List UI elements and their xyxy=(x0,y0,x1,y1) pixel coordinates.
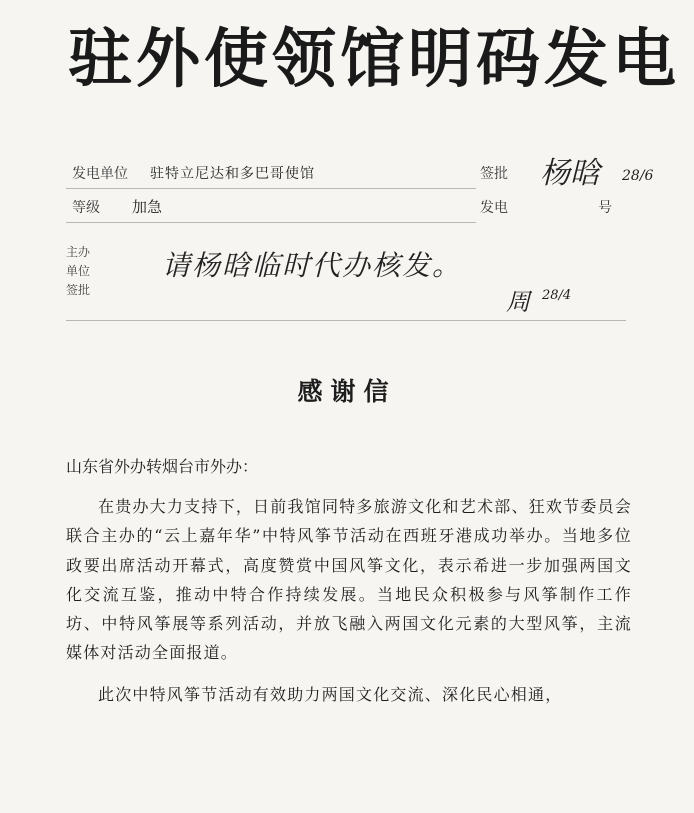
row2-line xyxy=(66,222,476,223)
telegram-form-title: 驻外使领馆明码发电 xyxy=(68,23,680,97)
letter-title: 感谢信 xyxy=(297,377,397,406)
sender-unit-label: 发电单位 xyxy=(72,166,128,182)
sender-unit-value: 驻特立尼达和多巴哥使馆 xyxy=(150,166,315,182)
host-label-3: 签批 xyxy=(66,283,91,297)
handwritten-instruction: 请杨晗临时代办核发。 xyxy=(162,249,463,282)
header-bottom-line xyxy=(66,320,626,321)
host-label-1: 主办 xyxy=(66,245,91,259)
instruction-signature: 周 xyxy=(506,288,530,316)
number-label: 号 xyxy=(598,200,612,216)
approval-signature: 杨晗 xyxy=(540,156,600,191)
host-label-2: 单位 xyxy=(66,264,91,278)
approval-date: 28/6 xyxy=(622,168,654,184)
row1-line xyxy=(66,188,476,189)
letter-body xyxy=(66,492,632,721)
dispatch-label: 发电 xyxy=(480,200,508,216)
approval-label: 签批 xyxy=(480,166,508,182)
grade-value: 加急 xyxy=(132,198,163,216)
letter-paragraph: 在贵办大力支持下，日前我馆同特多旅游文化和艺术部、狂欢节委员会联合主办的“云上嘉年华”中特风筝节活动在西班牙港成功举办。当地多位政要出席活动开幕式，高度赞赏中国风筝文化，表示希进一步加强两国文化交流互鉴，推动中特合作持续发展。当地民众积极参与风筝制作工作坊、中特风筝展等系列活动，并放飞融入两国文化元素的大型风筝，主流媒体对活动全面报道。 xyxy=(66,497,632,663)
instruction-date: 28/4 xyxy=(542,288,572,303)
letter-salutation: 山东省外办转烟台市外办： xyxy=(66,457,259,476)
grade-label: 等级 xyxy=(72,200,100,216)
letter-paragraph: 此次中特风筝节活动有效助力两国文化交流、深化民心相通， xyxy=(98,684,563,704)
